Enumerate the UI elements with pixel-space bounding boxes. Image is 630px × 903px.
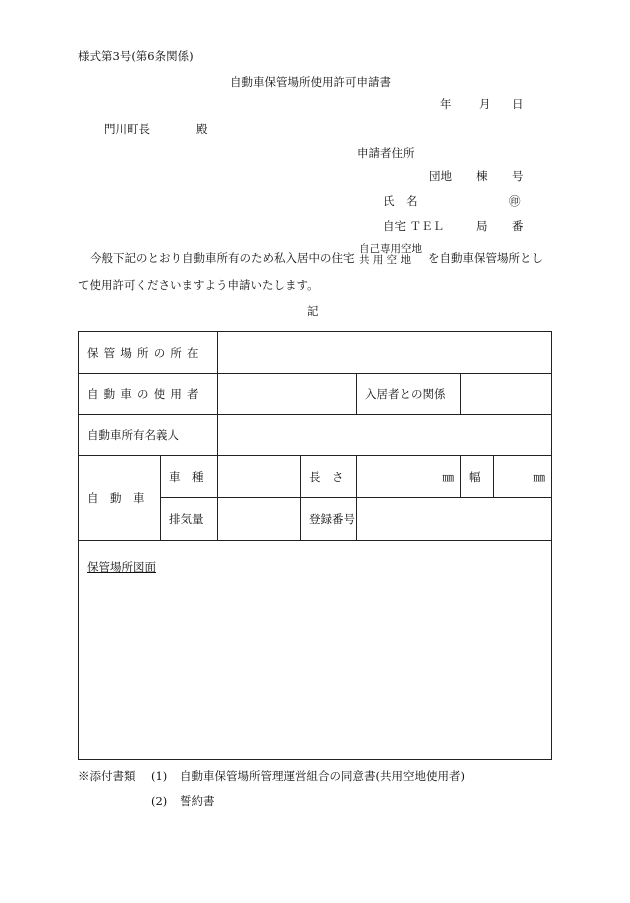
tel-ban: 番 xyxy=(512,219,524,233)
width-value[interactable]: ㎜ xyxy=(494,456,552,498)
addressee-honorific: 殿 xyxy=(196,122,208,136)
attachment-2-text: 誓約書 xyxy=(180,794,215,808)
body-text-after: を自動車保管場所とし xyxy=(428,251,543,265)
date-month: 月 xyxy=(479,97,491,111)
relation-label: 入居者との関係 xyxy=(357,374,461,415)
vehicle-label: 自 動 車 xyxy=(79,456,161,541)
length-value[interactable]: ㎜ xyxy=(357,456,461,498)
displacement-label: 排気量 xyxy=(161,498,218,541)
location-value[interactable] xyxy=(218,332,552,374)
option-shared-lot: 共 用 空 地 xyxy=(359,254,412,267)
relation-value[interactable] xyxy=(461,374,552,415)
length-label: 長 さ xyxy=(301,456,357,498)
form-number: 様式第3号(第6条関係) xyxy=(78,49,194,63)
housing-tou: 棟 xyxy=(476,169,488,183)
parking-type-options xyxy=(359,244,422,266)
registration-value[interactable] xyxy=(357,498,552,541)
attachment-1-num: (1) xyxy=(151,769,168,783)
page-title: 自動車保管場所使用許可申請書 xyxy=(230,75,391,89)
application-table xyxy=(78,331,552,760)
type-label: 車 種 xyxy=(161,456,218,498)
user-value[interactable] xyxy=(218,374,357,415)
tel-kyoku: 局 xyxy=(476,219,488,233)
attachment-1-text: 自動車保管場所管理運営組合の同意書(共用空地使用者) xyxy=(180,769,465,783)
user-label: 自動車の使用者 xyxy=(79,374,218,415)
applicant-name-label: 氏 名 xyxy=(383,194,418,208)
housing-danchi: 団地 xyxy=(429,169,452,183)
housing-gou: 号 xyxy=(512,169,524,183)
attachments-label: ※添付書類 xyxy=(78,769,136,783)
date-day: 日 xyxy=(512,97,524,111)
ki-heading: 記 xyxy=(307,304,319,318)
option-private-lot: 自己専用空地 xyxy=(359,243,422,255)
width-label: 幅 xyxy=(461,456,494,498)
drawing-area[interactable] xyxy=(79,541,552,760)
addressee-name: 門川町長 xyxy=(104,122,150,136)
attachment-2-num: (2) xyxy=(151,794,168,808)
tel-label: 自宅 ＴＥＬ xyxy=(383,219,445,233)
drawing-label: 保管場所図面 xyxy=(87,560,156,574)
type-value[interactable] xyxy=(218,456,301,498)
seal-mark: ㊞ xyxy=(509,194,521,208)
owner-value[interactable] xyxy=(218,415,552,456)
location-label: 保管場所の所在 xyxy=(79,332,218,374)
body-text-line2: て使用許可くださいますよう申請いたします。 xyxy=(78,278,319,292)
owner-label: 自動車所有名義人 xyxy=(79,415,218,456)
displacement-value[interactable] xyxy=(218,498,301,541)
date-year: 年 xyxy=(440,97,452,111)
applicant-address-label: 申請者住所 xyxy=(357,146,415,160)
body-text-before: 今般下記のとおり自動車所有のため私入居中の住宅 xyxy=(90,251,355,265)
registration-label: 登録番号 xyxy=(301,498,357,541)
